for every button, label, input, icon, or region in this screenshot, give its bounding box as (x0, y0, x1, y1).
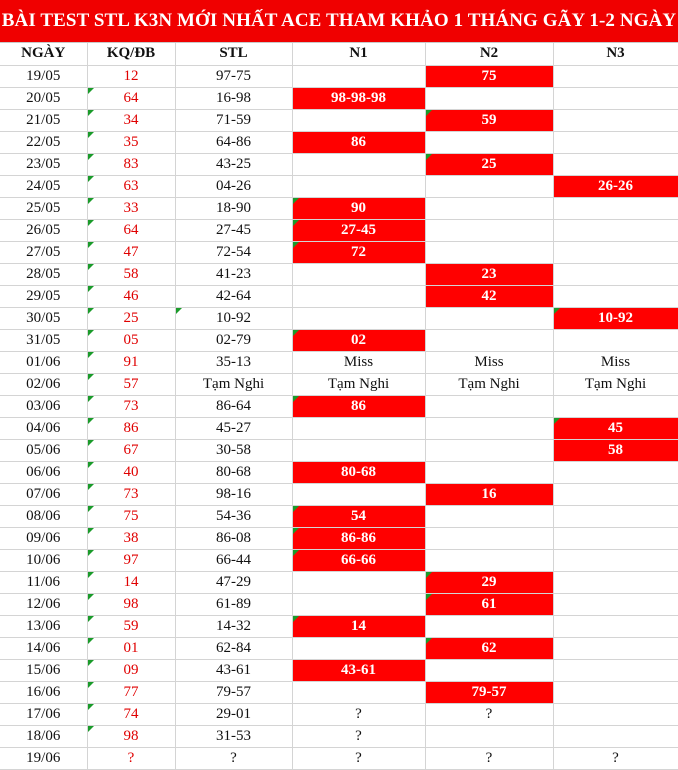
cell-marker-icon (88, 286, 94, 292)
n3-cell[interactable] (553, 461, 678, 483)
n2-cell[interactable] (425, 615, 553, 637)
n2-cell[interactable] (425, 87, 553, 109)
cell-marker-icon (88, 704, 94, 710)
cell-marker-icon (88, 220, 94, 226)
kq-cell[interactable]: 63 (87, 175, 175, 197)
n1-cell[interactable]: 27-45 (292, 219, 425, 241)
stl-cell[interactable]: 29-01 (175, 703, 292, 725)
cell-marker-icon (88, 440, 94, 446)
kq-cell[interactable]: 97 (87, 549, 175, 571)
kq-cell[interactable]: 64 (87, 219, 175, 241)
date-cell[interactable]: 28/05 (0, 263, 87, 285)
n3-cell[interactable] (553, 725, 678, 747)
stl-cell[interactable]: 72-54 (175, 241, 292, 263)
cell-marker-icon (293, 220, 299, 226)
cell-marker-icon (293, 396, 299, 402)
table-row (0, 219, 678, 241)
stl-cell[interactable]: 02-79 (175, 329, 292, 351)
n3-cell[interactable] (553, 329, 678, 351)
table-row (0, 439, 678, 461)
n2-cell[interactable] (425, 131, 553, 153)
table-row (0, 527, 678, 549)
table-row (0, 131, 678, 153)
n1-cell[interactable] (292, 109, 425, 131)
cell-marker-icon (88, 176, 94, 182)
n1-cell[interactable] (292, 307, 425, 329)
cell-marker-icon (88, 132, 94, 138)
cell-marker-icon (88, 616, 94, 622)
n2-cell[interactable] (425, 417, 553, 439)
n1-cell[interactable]: 02 (292, 329, 425, 351)
table-row (0, 87, 678, 109)
n2-cell[interactable] (425, 461, 553, 483)
n3-cell[interactable] (553, 219, 678, 241)
stl-cell[interactable]: 14-32 (175, 615, 292, 637)
table-row (0, 703, 678, 725)
table-row (0, 197, 678, 219)
date-cell[interactable]: 24/05 (0, 175, 87, 197)
n3-cell[interactable]: ? (553, 747, 678, 769)
cell-marker-icon (88, 396, 94, 402)
n3-cell[interactable] (553, 263, 678, 285)
n2-cell[interactable]: 42 (425, 285, 553, 307)
n3-cell[interactable] (553, 637, 678, 659)
date-cell[interactable]: 10/06 (0, 549, 87, 571)
stl-cell[interactable]: 97-75 (175, 65, 292, 87)
n3-cell[interactable] (553, 87, 678, 109)
n3-cell[interactable] (553, 285, 678, 307)
results-table (0, 43, 678, 770)
header-n3[interactable]: N3 (553, 43, 678, 65)
stl-cell[interactable]: Tạm Nghi (175, 373, 292, 395)
cell-marker-icon (293, 242, 299, 248)
stl-cell[interactable]: 42-64 (175, 285, 292, 307)
cell-marker-icon (426, 572, 432, 578)
cell-marker-icon (293, 528, 299, 534)
table-row (0, 175, 678, 197)
cell-marker-icon (88, 660, 94, 666)
header-kq[interactable]: KQ/ĐB (87, 43, 175, 65)
stl-cell[interactable]: 79-57 (175, 681, 292, 703)
kq-cell[interactable]: 98 (87, 593, 175, 615)
cell-marker-icon (88, 484, 94, 490)
stl-cell[interactable]: 45-27 (175, 417, 292, 439)
cell-marker-icon (88, 154, 94, 160)
kq-cell[interactable]: 34 (87, 109, 175, 131)
stl-cell[interactable]: 31-53 (175, 725, 292, 747)
n3-cell[interactable] (553, 659, 678, 681)
n2-cell[interactable] (425, 725, 553, 747)
cell-marker-icon (88, 638, 94, 644)
n3-cell[interactable] (553, 527, 678, 549)
table-row (0, 593, 678, 615)
cell-marker-icon (88, 418, 94, 424)
n1-cell[interactable]: Miss (292, 351, 425, 373)
date-cell[interactable]: 21/05 (0, 109, 87, 131)
kq-cell[interactable]: ? (87, 747, 175, 769)
cell-marker-icon (293, 330, 299, 336)
date-cell[interactable]: 17/06 (0, 703, 87, 725)
table-row (0, 505, 678, 527)
stl-cell[interactable]: 35-13 (175, 351, 292, 373)
table-row (0, 747, 678, 769)
n1-cell[interactable]: Tạm Nghi (292, 373, 425, 395)
header-stl[interactable]: STL (175, 43, 292, 65)
cell-marker-icon (88, 528, 94, 534)
n2-cell[interactable]: 59 (425, 109, 553, 131)
n3-cell[interactable] (553, 571, 678, 593)
n2-cell[interactable] (425, 527, 553, 549)
n2-cell[interactable]: 61 (425, 593, 553, 615)
date-cell[interactable]: 26/05 (0, 219, 87, 241)
date-cell[interactable]: 15/06 (0, 659, 87, 681)
date-cell[interactable]: 09/06 (0, 527, 87, 549)
header-row (0, 43, 678, 65)
cell-marker-icon (293, 198, 299, 204)
kq-cell[interactable]: 38 (87, 527, 175, 549)
n1-cell[interactable]: 86 (292, 131, 425, 153)
stl-cell[interactable]: 64-86 (175, 131, 292, 153)
n3-cell[interactable] (553, 615, 678, 637)
kq-cell[interactable]: 75 (87, 505, 175, 527)
n2-cell[interactable] (425, 219, 553, 241)
stl-cell[interactable]: 54-36 (175, 505, 292, 527)
stl-cell[interactable]: 62-84 (175, 637, 292, 659)
table-row (0, 615, 678, 637)
date-cell[interactable]: 06/06 (0, 461, 87, 483)
date-cell[interactable]: 11/06 (0, 571, 87, 593)
stl-cell[interactable]: 43-25 (175, 153, 292, 175)
kq-cell[interactable]: 35 (87, 131, 175, 153)
cell-marker-icon (88, 198, 94, 204)
stl-cell[interactable]: 18-90 (175, 197, 292, 219)
n2-cell[interactable]: 62 (425, 637, 553, 659)
n2-cell[interactable] (425, 175, 553, 197)
n2-cell[interactable] (425, 505, 553, 527)
kq-cell[interactable]: 25 (87, 307, 175, 329)
n2-cell[interactable] (425, 241, 553, 263)
table-row (0, 395, 678, 417)
cell-marker-icon (88, 462, 94, 468)
n2-cell[interactable]: 23 (425, 263, 553, 285)
n3-cell[interactable]: Miss (553, 351, 678, 373)
n1-cell[interactable]: 72 (292, 241, 425, 263)
date-cell[interactable]: 13/06 (0, 615, 87, 637)
date-cell[interactable]: 19/05 (0, 65, 87, 87)
cell-marker-icon (88, 308, 94, 314)
n3-cell[interactable]: 10-92 (553, 307, 678, 329)
stl-cell[interactable]: 86-64 (175, 395, 292, 417)
table-body (0, 65, 678, 769)
n3-cell[interactable]: 58 (553, 439, 678, 461)
cell-marker-icon (88, 550, 94, 556)
stl-cell[interactable]: 10-92 (175, 307, 292, 329)
n3-cell[interactable] (553, 241, 678, 263)
stl-cell[interactable]: 98-16 (175, 483, 292, 505)
table-row (0, 109, 678, 131)
date-cell[interactable]: 19/06 (0, 747, 87, 769)
n3-cell[interactable] (553, 681, 678, 703)
n3-cell[interactable] (553, 65, 678, 87)
stl-cell[interactable]: 80-68 (175, 461, 292, 483)
n3-cell[interactable] (553, 549, 678, 571)
cell-marker-icon (293, 616, 299, 622)
date-cell[interactable]: 20/05 (0, 87, 87, 109)
stl-cell[interactable]: 16-98 (175, 87, 292, 109)
cell-marker-icon (88, 594, 94, 600)
header-date[interactable]: NGÀY (0, 43, 87, 65)
cell-marker-icon (426, 154, 432, 160)
table-row (0, 285, 678, 307)
date-cell[interactable]: 01/06 (0, 351, 87, 373)
kq-cell[interactable]: 12 (87, 65, 175, 87)
cell-marker-icon (88, 572, 94, 578)
cell-marker-icon (88, 242, 94, 248)
n2-cell[interactable]: 25 (425, 153, 553, 175)
n2-cell[interactable]: 29 (425, 571, 553, 593)
n1-cell[interactable] (292, 285, 425, 307)
n2-cell[interactable] (425, 307, 553, 329)
n1-cell[interactable]: 43-61 (292, 659, 425, 681)
n1-cell[interactable] (292, 153, 425, 175)
n3-cell[interactable]: 26-26 (553, 175, 678, 197)
n2-cell[interactable] (425, 659, 553, 681)
table-row (0, 549, 678, 571)
table-row (0, 681, 678, 703)
cell-marker-icon (88, 330, 94, 336)
stl-cell[interactable]: 71-59 (175, 109, 292, 131)
date-cell[interactable]: 25/05 (0, 197, 87, 219)
stl-cell[interactable]: ? (175, 747, 292, 769)
n2-cell[interactable]: Miss (425, 351, 553, 373)
n2-cell[interactable] (425, 549, 553, 571)
n1-cell[interactable]: 54 (292, 505, 425, 527)
n2-cell[interactable] (425, 197, 553, 219)
cell-marker-icon (554, 308, 560, 314)
header-n1[interactable]: N1 (292, 43, 425, 65)
n2-cell[interactable] (425, 395, 553, 417)
n1-cell[interactable] (292, 175, 425, 197)
date-cell[interactable]: 22/05 (0, 131, 87, 153)
cell-marker-icon (88, 88, 94, 94)
cell-marker-icon (88, 352, 94, 358)
cell-marker-icon (426, 110, 432, 116)
sheet-title: BÀI TEST STL K3N MỚI NHẤT ACE THAM KHẢO 1 THÁNG GÃY 1-2 NGÀY (0, 0, 678, 43)
date-cell[interactable]: 08/06 (0, 505, 87, 527)
cell-marker-icon (88, 506, 94, 512)
cell-marker-icon (293, 550, 299, 556)
n1-cell[interactable]: 80-68 (292, 461, 425, 483)
n3-cell[interactable] (553, 395, 678, 417)
n1-cell[interactable] (292, 681, 425, 703)
n1-cell[interactable]: 98-98-98 (292, 87, 425, 109)
n3-cell[interactable] (553, 131, 678, 153)
kq-cell[interactable]: 09 (87, 659, 175, 681)
cell-marker-icon (88, 726, 94, 732)
date-cell[interactable]: 31/05 (0, 329, 87, 351)
table-row (0, 241, 678, 263)
kq-cell[interactable]: 01 (87, 637, 175, 659)
table-row (0, 307, 678, 329)
n1-cell[interactable]: 90 (292, 197, 425, 219)
n3-cell[interactable] (553, 593, 678, 615)
n2-cell[interactable]: 79-57 (425, 681, 553, 703)
n2-cell[interactable] (425, 439, 553, 461)
table-row (0, 659, 678, 681)
date-cell[interactable]: 27/05 (0, 241, 87, 263)
kq-cell[interactable]: 59 (87, 615, 175, 637)
cell-marker-icon (88, 374, 94, 380)
n1-cell[interactable]: ? (292, 747, 425, 769)
n3-cell[interactable]: Tạm Nghi (553, 373, 678, 395)
stl-cell[interactable]: 30-58 (175, 439, 292, 461)
cell-marker-icon (293, 506, 299, 512)
kq-cell[interactable]: 73 (87, 395, 175, 417)
n1-cell[interactable] (292, 483, 425, 505)
kq-cell[interactable]: 47 (87, 241, 175, 263)
stl-cell[interactable]: 61-89 (175, 593, 292, 615)
n3-cell[interactable] (553, 153, 678, 175)
kq-cell[interactable]: 64 (87, 87, 175, 109)
table-row (0, 725, 678, 747)
n1-cell[interactable] (292, 593, 425, 615)
n1-cell[interactable]: 14 (292, 615, 425, 637)
n1-cell[interactable] (292, 65, 425, 87)
n3-cell[interactable] (553, 483, 678, 505)
date-cell[interactable]: 02/06 (0, 373, 87, 395)
n2-cell[interactable] (425, 329, 553, 351)
table-row (0, 263, 678, 285)
n2-cell[interactable]: 75 (425, 65, 553, 87)
date-cell[interactable]: 04/06 (0, 417, 87, 439)
table-row (0, 373, 678, 395)
date-cell[interactable]: 16/06 (0, 681, 87, 703)
n2-cell[interactable]: Tạm Nghi (425, 373, 553, 395)
n3-cell[interactable]: 45 (553, 417, 678, 439)
n1-cell[interactable]: 86-86 (292, 527, 425, 549)
n3-cell[interactable] (553, 703, 678, 725)
table-row (0, 153, 678, 175)
n1-cell[interactable]: 66-66 (292, 549, 425, 571)
header-n2[interactable]: N2 (425, 43, 553, 65)
n1-cell[interactable] (292, 417, 425, 439)
n1-cell[interactable]: ? (292, 703, 425, 725)
table-row (0, 65, 678, 87)
stl-cell[interactable]: 43-61 (175, 659, 292, 681)
cell-marker-icon (554, 418, 560, 424)
date-cell[interactable]: 05/06 (0, 439, 87, 461)
cell-marker-icon (88, 682, 94, 688)
cell-marker-icon (426, 638, 432, 644)
table-row (0, 461, 678, 483)
table-row (0, 329, 678, 351)
stl-cell[interactable]: 04-26 (175, 175, 292, 197)
table-row (0, 483, 678, 505)
kq-cell[interactable]: 91 (87, 351, 175, 373)
stl-cell[interactable]: 66-44 (175, 549, 292, 571)
n1-cell[interactable]: ? (292, 725, 425, 747)
stl-cell[interactable]: 47-29 (175, 571, 292, 593)
kq-cell[interactable]: 40 (87, 461, 175, 483)
cell-marker-icon (88, 110, 94, 116)
kq-cell[interactable]: 83 (87, 153, 175, 175)
date-cell[interactable]: 29/05 (0, 285, 87, 307)
n1-cell[interactable] (292, 439, 425, 461)
stl-cell[interactable]: 41-23 (175, 263, 292, 285)
kq-cell[interactable]: 46 (87, 285, 175, 307)
kq-cell[interactable]: 14 (87, 571, 175, 593)
n2-cell[interactable]: ? (425, 747, 553, 769)
table-row (0, 637, 678, 659)
n3-cell[interactable] (553, 109, 678, 131)
cell-marker-icon (88, 264, 94, 270)
date-cell[interactable]: 03/06 (0, 395, 87, 417)
date-cell[interactable]: 14/06 (0, 637, 87, 659)
date-cell[interactable]: 30/05 (0, 307, 87, 329)
kq-cell[interactable]: 73 (87, 483, 175, 505)
date-cell[interactable]: 07/06 (0, 483, 87, 505)
n1-cell[interactable] (292, 571, 425, 593)
table-row (0, 417, 678, 439)
table-row (0, 351, 678, 373)
kq-cell[interactable]: 05 (87, 329, 175, 351)
kq-cell[interactable]: 74 (87, 703, 175, 725)
kq-cell[interactable]: 98 (87, 725, 175, 747)
kq-cell[interactable]: 58 (87, 263, 175, 285)
n2-cell[interactable]: ? (425, 703, 553, 725)
n3-cell[interactable] (553, 505, 678, 527)
cell-marker-icon (176, 308, 182, 314)
date-cell[interactable]: 12/06 (0, 593, 87, 615)
date-cell[interactable]: 18/06 (0, 725, 87, 747)
kq-cell[interactable]: 77 (87, 681, 175, 703)
n1-cell[interactable] (292, 263, 425, 285)
n3-cell[interactable] (553, 197, 678, 219)
kq-cell[interactable]: 86 (87, 417, 175, 439)
table-row (0, 571, 678, 593)
stl-cell[interactable]: 27-45 (175, 219, 292, 241)
n2-cell[interactable]: 16 (425, 483, 553, 505)
n1-cell[interactable]: 86 (292, 395, 425, 417)
kq-cell[interactable]: 33 (87, 197, 175, 219)
cell-marker-icon (426, 594, 432, 600)
kq-cell[interactable]: 67 (87, 439, 175, 461)
n1-cell[interactable] (292, 637, 425, 659)
date-cell[interactable]: 23/05 (0, 153, 87, 175)
stl-cell[interactable]: 86-08 (175, 527, 292, 549)
kq-cell[interactable]: 57 (87, 373, 175, 395)
